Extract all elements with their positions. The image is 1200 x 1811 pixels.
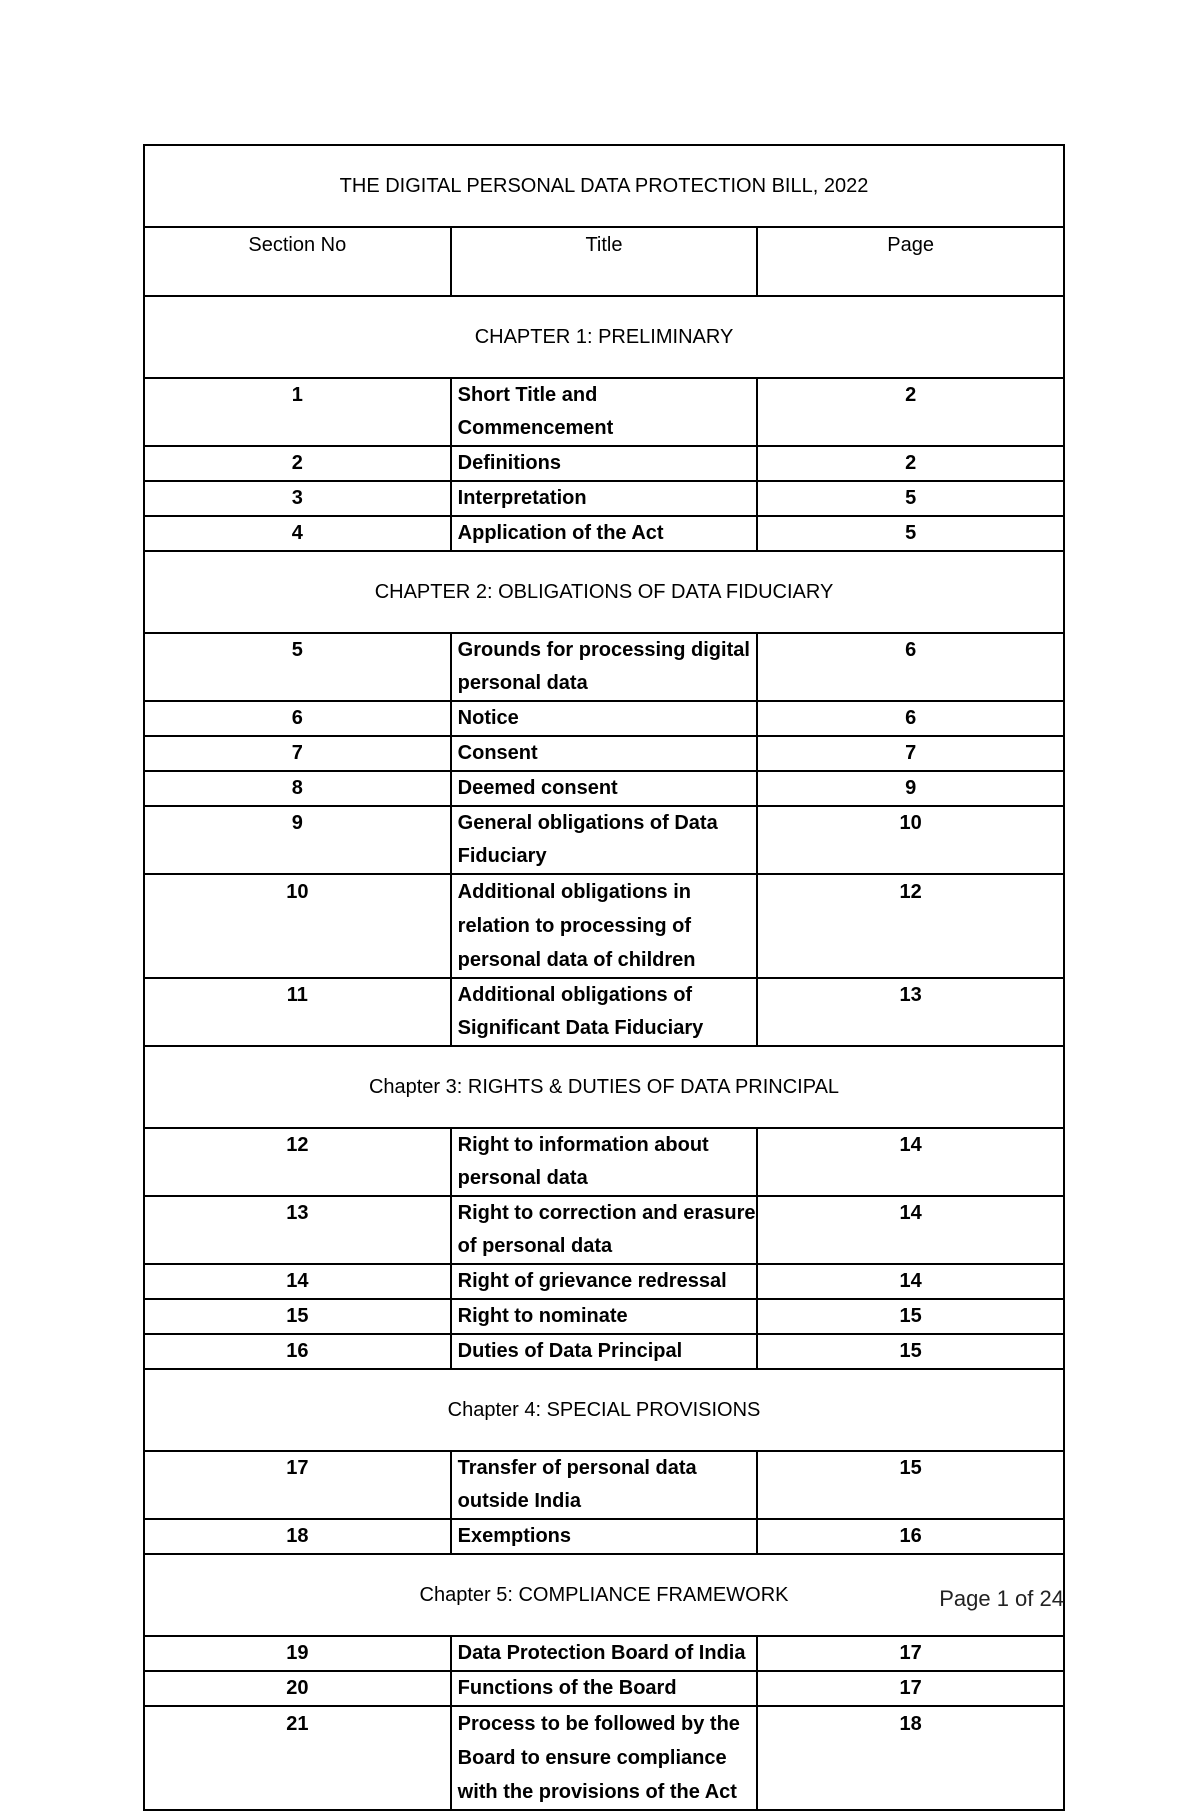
section-title: Duties of Data Principal [451,1334,758,1369]
page-number: Page 1 of 24 [939,1586,1064,1611]
section-title: Consent [451,736,758,771]
section-title: Short Title and Commencement [451,378,758,446]
section-number: 18 [144,1519,451,1554]
section-number: 13 [144,1196,451,1264]
section-page: 15 [757,1451,1064,1519]
section-title: Additional obligations of Significant Data Fiduciary [451,978,758,1046]
table-of-contents [143,144,1065,1811]
section-title: Right of grievance redressal [451,1264,758,1299]
section-page: 9 [757,771,1064,806]
title-header-label: Title [585,234,623,256]
section-page: 7 [757,736,1064,771]
section-title: Right to nominate [451,1299,758,1334]
section-row [144,446,1064,481]
chapter-row [144,1554,1064,1636]
section-number: 9 [144,806,451,874]
chapter-heading: CHAPTER 1: PRELIMINARY [144,296,1064,378]
section-row [144,701,1064,736]
section-page: 6 [757,633,1064,701]
section-title: Transfer of personal data outside India [451,1451,758,1519]
section-number: 14 [144,1264,451,1299]
section-row [144,771,1064,806]
section-number: 6 [144,701,451,736]
section-page: 2 [757,446,1064,481]
document-title-row [144,145,1064,227]
section-row [144,1299,1064,1334]
section-row [144,1334,1064,1369]
title-header [451,227,758,296]
section-no-header [144,227,451,296]
section-page: 17 [757,1636,1064,1671]
section-number: 11 [144,978,451,1046]
section-page: 5 [757,516,1064,551]
chapter-row [144,296,1064,378]
chapter-row [144,1369,1064,1451]
chapter-row [144,551,1064,633]
section-title: Exemptions [451,1519,758,1554]
section-number: 7 [144,736,451,771]
section-row [144,1264,1064,1299]
section-row [144,1451,1064,1519]
section-title: Right to correction and erasure of personal data [451,1196,758,1264]
section-row [144,1196,1064,1264]
page-header [757,227,1064,296]
chapter-heading: CHAPTER 2: OBLIGATIONS OF DATA FIDUCIARY [144,551,1064,633]
column-header-row [144,227,1064,296]
page-header-label: Page [887,234,935,256]
section-row [144,736,1064,771]
section-title: Additional obligations in relation to processing of personal data of children [451,874,758,978]
section-title: Notice [451,701,758,736]
section-page: 14 [757,1264,1064,1299]
section-row [144,1128,1064,1196]
section-number: 12 [144,1128,451,1196]
section-page: 12 [757,874,1064,978]
section-title: Deemed consent [451,771,758,806]
section-row [144,633,1064,701]
section-title: General obligations of Data Fiduciary [451,806,758,874]
section-page: 15 [757,1334,1064,1369]
section-page: 18 [757,1706,1064,1810]
section-row [144,978,1064,1046]
section-row [144,481,1064,516]
section-row [144,378,1064,446]
section-page: 2 [757,378,1064,446]
section-number: 10 [144,874,451,978]
document-title: THE DIGITAL PERSONAL DATA PROTECTION BILL, 2022 [144,145,1064,227]
chapter-heading: Chapter 4: SPECIAL PROVISIONS [144,1369,1064,1451]
section-title: Right to information about personal data [451,1128,758,1196]
section-page: 10 [757,806,1064,874]
section-row [144,1636,1064,1671]
section-row [144,516,1064,551]
section-row [144,1671,1064,1706]
section-page: 16 [757,1519,1064,1554]
section-page: 13 [757,978,1064,1046]
section-number: 15 [144,1299,451,1334]
section-row [144,874,1064,978]
section-number: 19 [144,1636,451,1671]
section-number: 3 [144,481,451,516]
section-number: 5 [144,633,451,701]
chapter-row [144,1046,1064,1128]
section-title: Definitions [451,446,758,481]
toc-body [144,145,1064,1810]
chapter-heading: Chapter 5: COMPLIANCE FRAMEWORK [144,1554,1064,1636]
section-number: 21 [144,1706,451,1810]
section-number: 4 [144,516,451,551]
section-page: 14 [757,1196,1064,1264]
section-title: Application of the Act [451,516,758,551]
section-page: 15 [757,1299,1064,1334]
section-page: 6 [757,701,1064,736]
section-title: Process to be followed by the Board to ensure compliance with the provisions of the Act [451,1706,758,1810]
section-title: Grounds for processing digital personal data [451,633,758,701]
section-row [144,806,1064,874]
section-page: 5 [757,481,1064,516]
section-number: 17 [144,1451,451,1519]
section-title: Functions of the Board [451,1671,758,1706]
section-row [144,1519,1064,1554]
section-number: 1 [144,378,451,446]
section-page: 14 [757,1128,1064,1196]
section-number: 8 [144,771,451,806]
section-title: Data Protection Board of India [451,1636,758,1671]
section-number: 20 [144,1671,451,1706]
section-number: 2 [144,446,451,481]
chapter-heading: Chapter 3: RIGHTS & DUTIES OF DATA PRINCIPAL [144,1046,1064,1128]
section-row [144,1706,1064,1810]
section-number: 16 [144,1334,451,1369]
section-title: Interpretation [451,481,758,516]
section-page: 17 [757,1671,1064,1706]
section-no-header-label: Section No [248,234,347,256]
